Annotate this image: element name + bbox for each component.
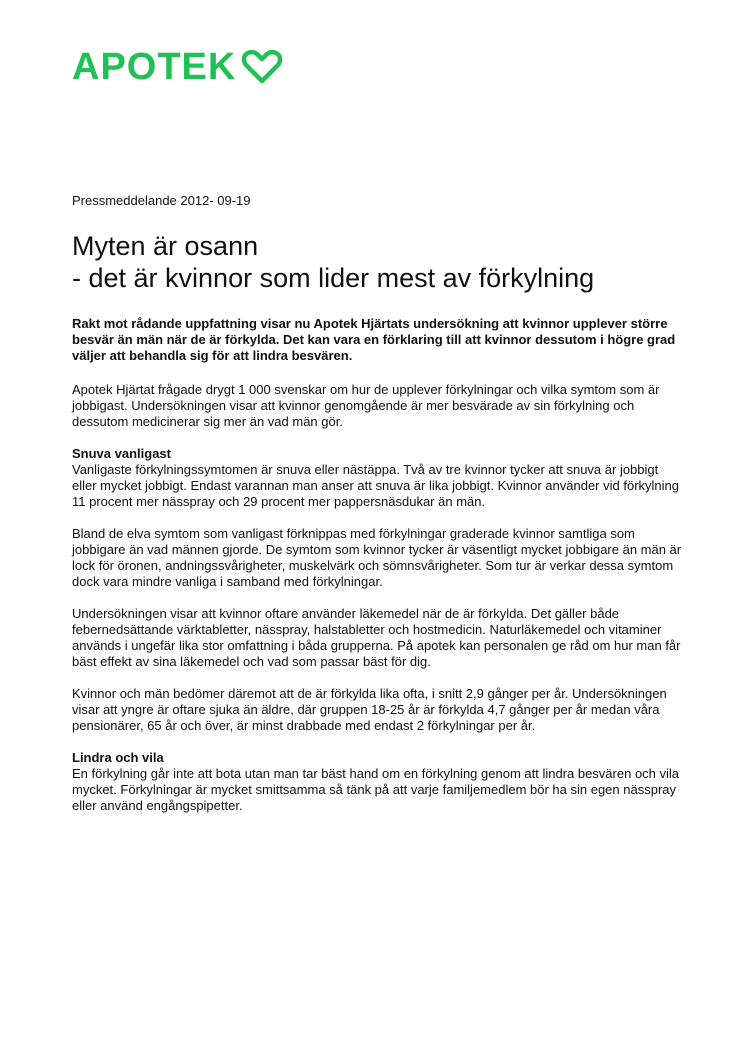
section-lindra (72, 750, 682, 814)
intro-paragraph: Apotek Hjärtat frågade drygt 1 000 svenskar om hur de upplever förkylningar och vilka symtom som är jobbigast. Undersökningen visar att kvinnor genomgående är mer besvärade av sin förkylning och dessutom medicinerar sig mer än vad män gör. (72, 382, 660, 429)
press-release-date: Pressmeddelande 2012- 09-19 (72, 193, 251, 208)
apotek-logo (72, 48, 282, 86)
title-line-1: Myten är osann (72, 231, 259, 261)
paragraph: Kvinnor och män bedömer däremot att de är förkylda lika ofta, i snitt 2,9 gånger per år. Undersökningen visar att yngre är oftare sjuka än äldre, där gruppen 18-25 år är förkylda 4,7 gånger per år medan våra pensionärer, 65 år och över, är minst drabbade med endast 2 förkylningar per år. (72, 686, 667, 733)
logo-text: APOTEK (72, 46, 237, 88)
section-heading: Snuva vanligast (72, 446, 171, 461)
heart-outline-icon (242, 49, 282, 85)
paragraph: Undersökningen visar att kvinnor oftare använder läkemedel när de är förkylda. Det gäller både febernedsättande värktabletter, nässpray, halstabletter och hostmedicin. Naturläkemedel och vitaminer används i ungefär lika stor omfattning i båda grupperna. På apotek kan personalen ge råd om hur man får bäst effekt av sina läkemedel och vad som passar bäst för dig. (72, 606, 681, 669)
section-snuva (72, 446, 682, 734)
paragraph: Bland de elva symtom som vanligast förknippas med förkylningar graderade kvinnor samtliga som jobbigare än vad männen gjorde. De symtom som kvinnor tycker är väsentligt mycket jobbigare än män är lock för öronen, andningssvårigheter, muskelvärk och sömnsvårigheter. Som tur är verkar dessa symtom dock vara mindre vanliga i samband med förkylningar. (72, 526, 682, 589)
section-heading: Lindra och vila (72, 750, 164, 765)
paragraph: Vanligaste förkylningssymtomen är snuva eller nästäppa. Två av tre kvinnor tycker att snuva är jobbigt eller mycket jobbigt. Endast varannan man anser att snuva är lika jobbigt. Kvinnor använder vid förkylning 11 procent mer nässpray och 29 procent mer pappersnäsdukar än män. (72, 462, 679, 509)
title-line-2: - det är kvinnor som lider mest av förkylning (72, 263, 595, 293)
paragraph: En förkylning går inte att bota utan man tar bäst hand om en förkylning genom att lindra besvären och vila mycket. Förkylningar är mycket smittsamma så tänk på att varje familjemedlem bör ha sin egen nässpray eller använd engångspipetter. (72, 766, 680, 813)
press-release (72, 193, 682, 830)
page-title (72, 230, 682, 294)
lead-paragraph: Rakt mot rådande uppfattning visar nu Apotek Hjärtats undersökning att kvinnor upplever större besvär än män när de är förkylda. Det kan vara en förklaring till att kvinnor dessutom i högre grad väljer att behandla sig för att lindra besvären. (72, 316, 676, 363)
